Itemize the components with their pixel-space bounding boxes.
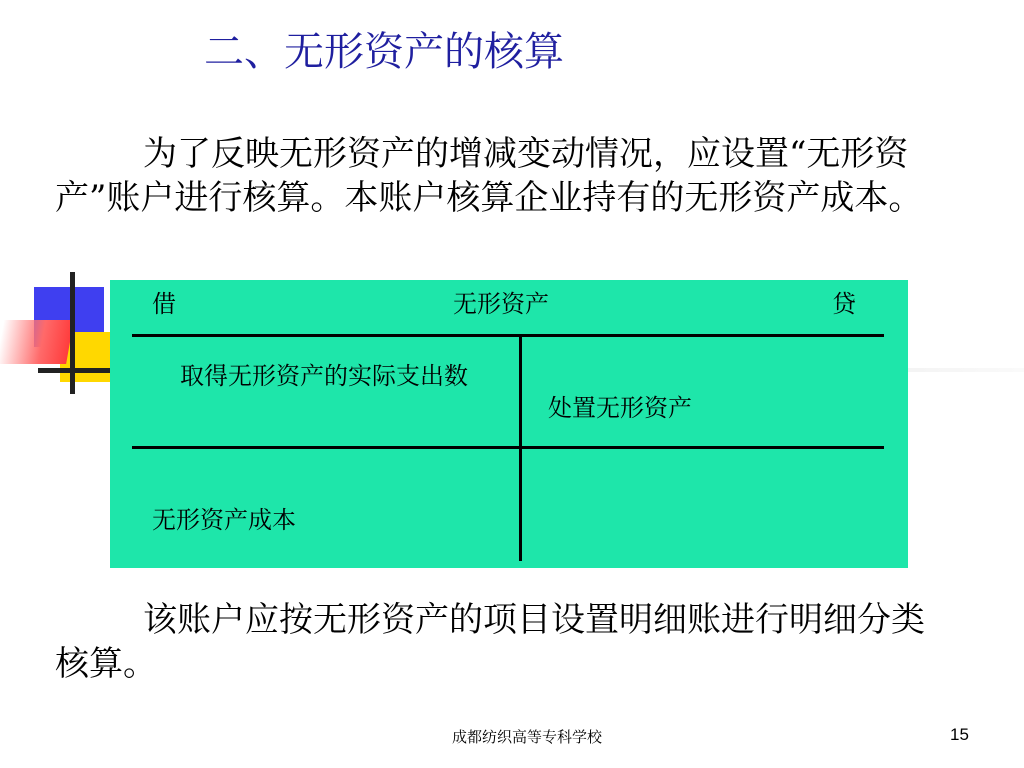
detail-paragraph xyxy=(55,598,955,686)
slide-title: 二、无形资产的核算 xyxy=(204,29,564,75)
page-number: 15 xyxy=(950,725,969,744)
detail-paragraph-text: 该账户应按无形资产的项目设置明细账进行明细分类核算。 xyxy=(55,600,925,684)
debit-entry: 无形资产成本 xyxy=(152,506,296,534)
account-name: 无形资产 xyxy=(453,290,549,318)
t-account-center-rule xyxy=(519,335,522,561)
footer-school: 成都纺织高等专科学校 xyxy=(452,728,603,746)
intro-paragraph-text: 为了反映无形资产的增减变动情况，应设置“无形资产”账户进行核算。本账户核算企业持有的无形资产成本。 xyxy=(55,134,923,218)
t-account-top-rule xyxy=(132,334,884,337)
debit-label: 借 xyxy=(152,290,176,318)
credit-label: 贷 xyxy=(832,290,856,318)
credit-entry: 处置无形资产 xyxy=(548,394,692,422)
t-account xyxy=(110,280,908,568)
t-account-middle-rule xyxy=(132,446,884,449)
intro-paragraph xyxy=(55,132,955,220)
debit-entry: 取得无形资产的实际支出数 xyxy=(180,362,468,390)
